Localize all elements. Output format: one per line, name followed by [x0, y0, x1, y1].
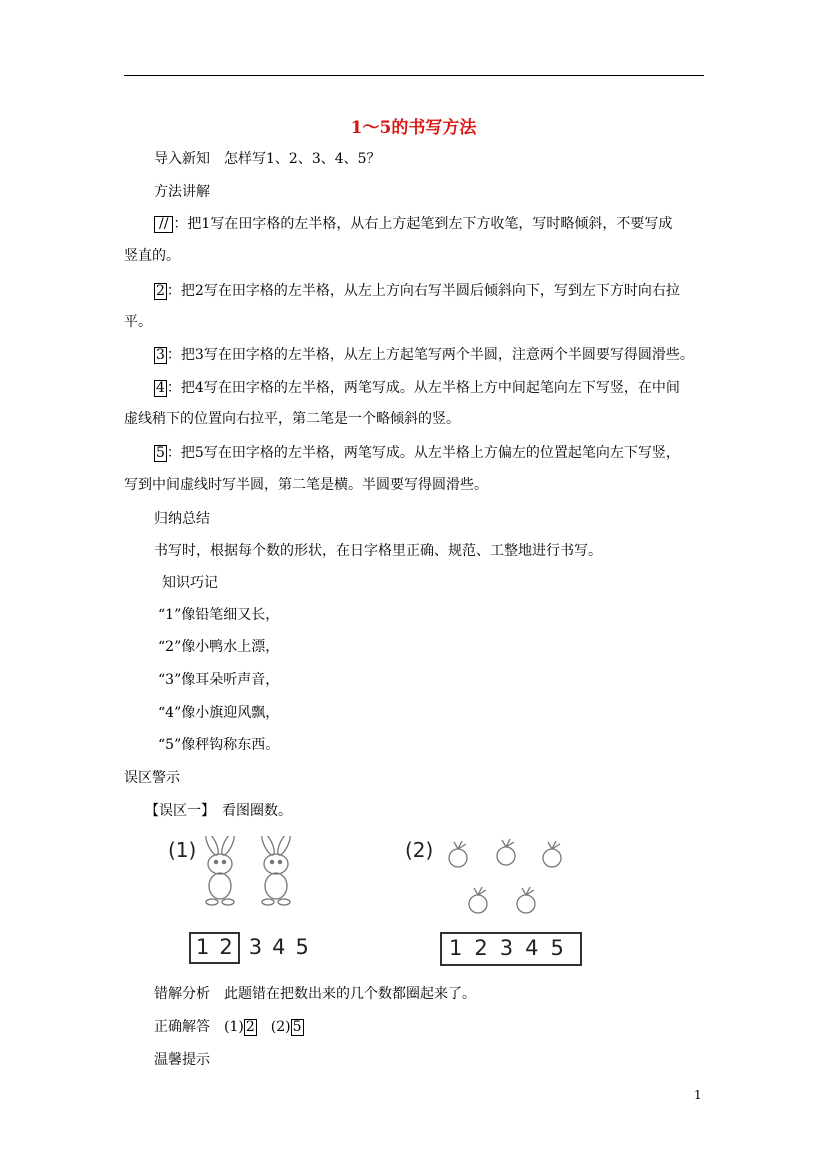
method-5-line2: 写到中间虚线时写半圆，第二笔是横。半圆要写得圆滑些。: [124, 477, 488, 493]
header-rule: [124, 75, 704, 76]
method-5-line1: [154, 444, 680, 462]
method-1-text: ：把1写在田字格的左半格，从右上方起笔到左下方收笔，写时略倾斜，不要写成: [173, 216, 673, 232]
method-2-line2: 平。: [124, 314, 152, 330]
method-5-text: ：把5写在田字格的左半格，两笔写成。从左半格上方偏左的位置起笔向左下写竖，: [166, 445, 680, 461]
correct-answer-label: 正确解答: [154, 1019, 210, 1035]
answer-1-prefix: (1): [224, 1019, 244, 1035]
figure-1-number-5: 5: [295, 935, 319, 959]
rhyme-heading: 知识巧记: [162, 575, 218, 591]
figure-1-number-2: 2: [219, 935, 243, 959]
figure-2-number-4: 4: [525, 936, 551, 960]
method-3-mark: 3: [156, 347, 165, 363]
figure-1-numbers: [196, 935, 319, 959]
error-analysis: 错解分析 此题错在把数出来的几个数都圈起来了。: [154, 986, 476, 1002]
figure-2-number-3: 3: [499, 936, 526, 960]
method-1-line2: 竖直的。: [124, 248, 180, 264]
rhyme-4: “4”像小旗迎风飘，: [158, 705, 280, 721]
rhyme-5: “5”像秤钩称东西。: [158, 737, 280, 753]
method-1-mark: //: [154, 216, 173, 233]
figure-2-numbers: [449, 936, 576, 960]
summary-heading: 归纳总结: [154, 511, 210, 527]
method-3-text: ：把3写在田字格的左半格，从左上方起笔写两个半圆，注意两个半圆要写得圆滑些。: [166, 347, 694, 363]
turnip-illustration: [438, 838, 588, 928]
method-5-mark: 5: [156, 445, 165, 461]
figure-1-number-3: 3: [248, 935, 273, 959]
tip-heading: 温馨提示: [154, 1052, 210, 1068]
summary-text: 书写时，根据每个数的形状，在日字格里正确、规范、工整地进行书写。: [154, 543, 602, 559]
warning-heading: 误区警示: [124, 770, 180, 786]
figure-1-number-1: 1: [196, 935, 220, 959]
page-number: 1: [694, 1088, 702, 1102]
method-4-line2: 虚线稍下的位置向右拉平，第二笔是一个略倾斜的竖。: [124, 411, 460, 427]
rhyme-3: “3”像耳朵听声音，: [158, 672, 280, 688]
method-4-text: ：把4写在田字格的左半格，两笔写成。从左半格上方中间起笔向左下写竖，在中间: [166, 380, 680, 396]
rhyme-2: “2”像小鸭水上漂，: [158, 639, 280, 655]
answer-1-box: 2: [245, 1019, 255, 1035]
rabbit-illustration: [196, 836, 316, 916]
intro-line: 导入新知 怎样写1、2、3、4、5？: [154, 151, 381, 167]
error-label: 【误区一】 看图圈数。: [145, 803, 292, 819]
method-heading: 方法讲解: [154, 184, 210, 200]
answer-2-prefix: (2): [270, 1019, 291, 1035]
method-2-text: ：把2写在田字格的左半格，从左上方向右写半圆后倾斜向下，写到左下方时向右拉: [166, 283, 680, 299]
method-2-line1: [154, 282, 680, 300]
figure-2-number-1: 1: [449, 936, 475, 960]
figure-2-label: (2): [405, 838, 434, 862]
method-4-mark: 4: [156, 380, 165, 396]
correct-answer: [154, 1018, 304, 1036]
rhyme-1: “1”像铅笔细又长，: [158, 607, 280, 623]
method-3-line1: [154, 346, 694, 364]
page-title: 1～5的书写方法: [350, 118, 477, 138]
method-2-mark: 2: [156, 283, 165, 299]
figure-2-number-5: 5: [550, 936, 576, 960]
answer-2-box: 5: [292, 1019, 302, 1035]
method-1-line1: [154, 215, 672, 233]
figure-1-label: (1): [168, 838, 197, 862]
figure-1-number-4: 4: [272, 935, 296, 959]
figure-2-number-2: 2: [474, 936, 500, 960]
method-4-line1: [154, 379, 680, 397]
